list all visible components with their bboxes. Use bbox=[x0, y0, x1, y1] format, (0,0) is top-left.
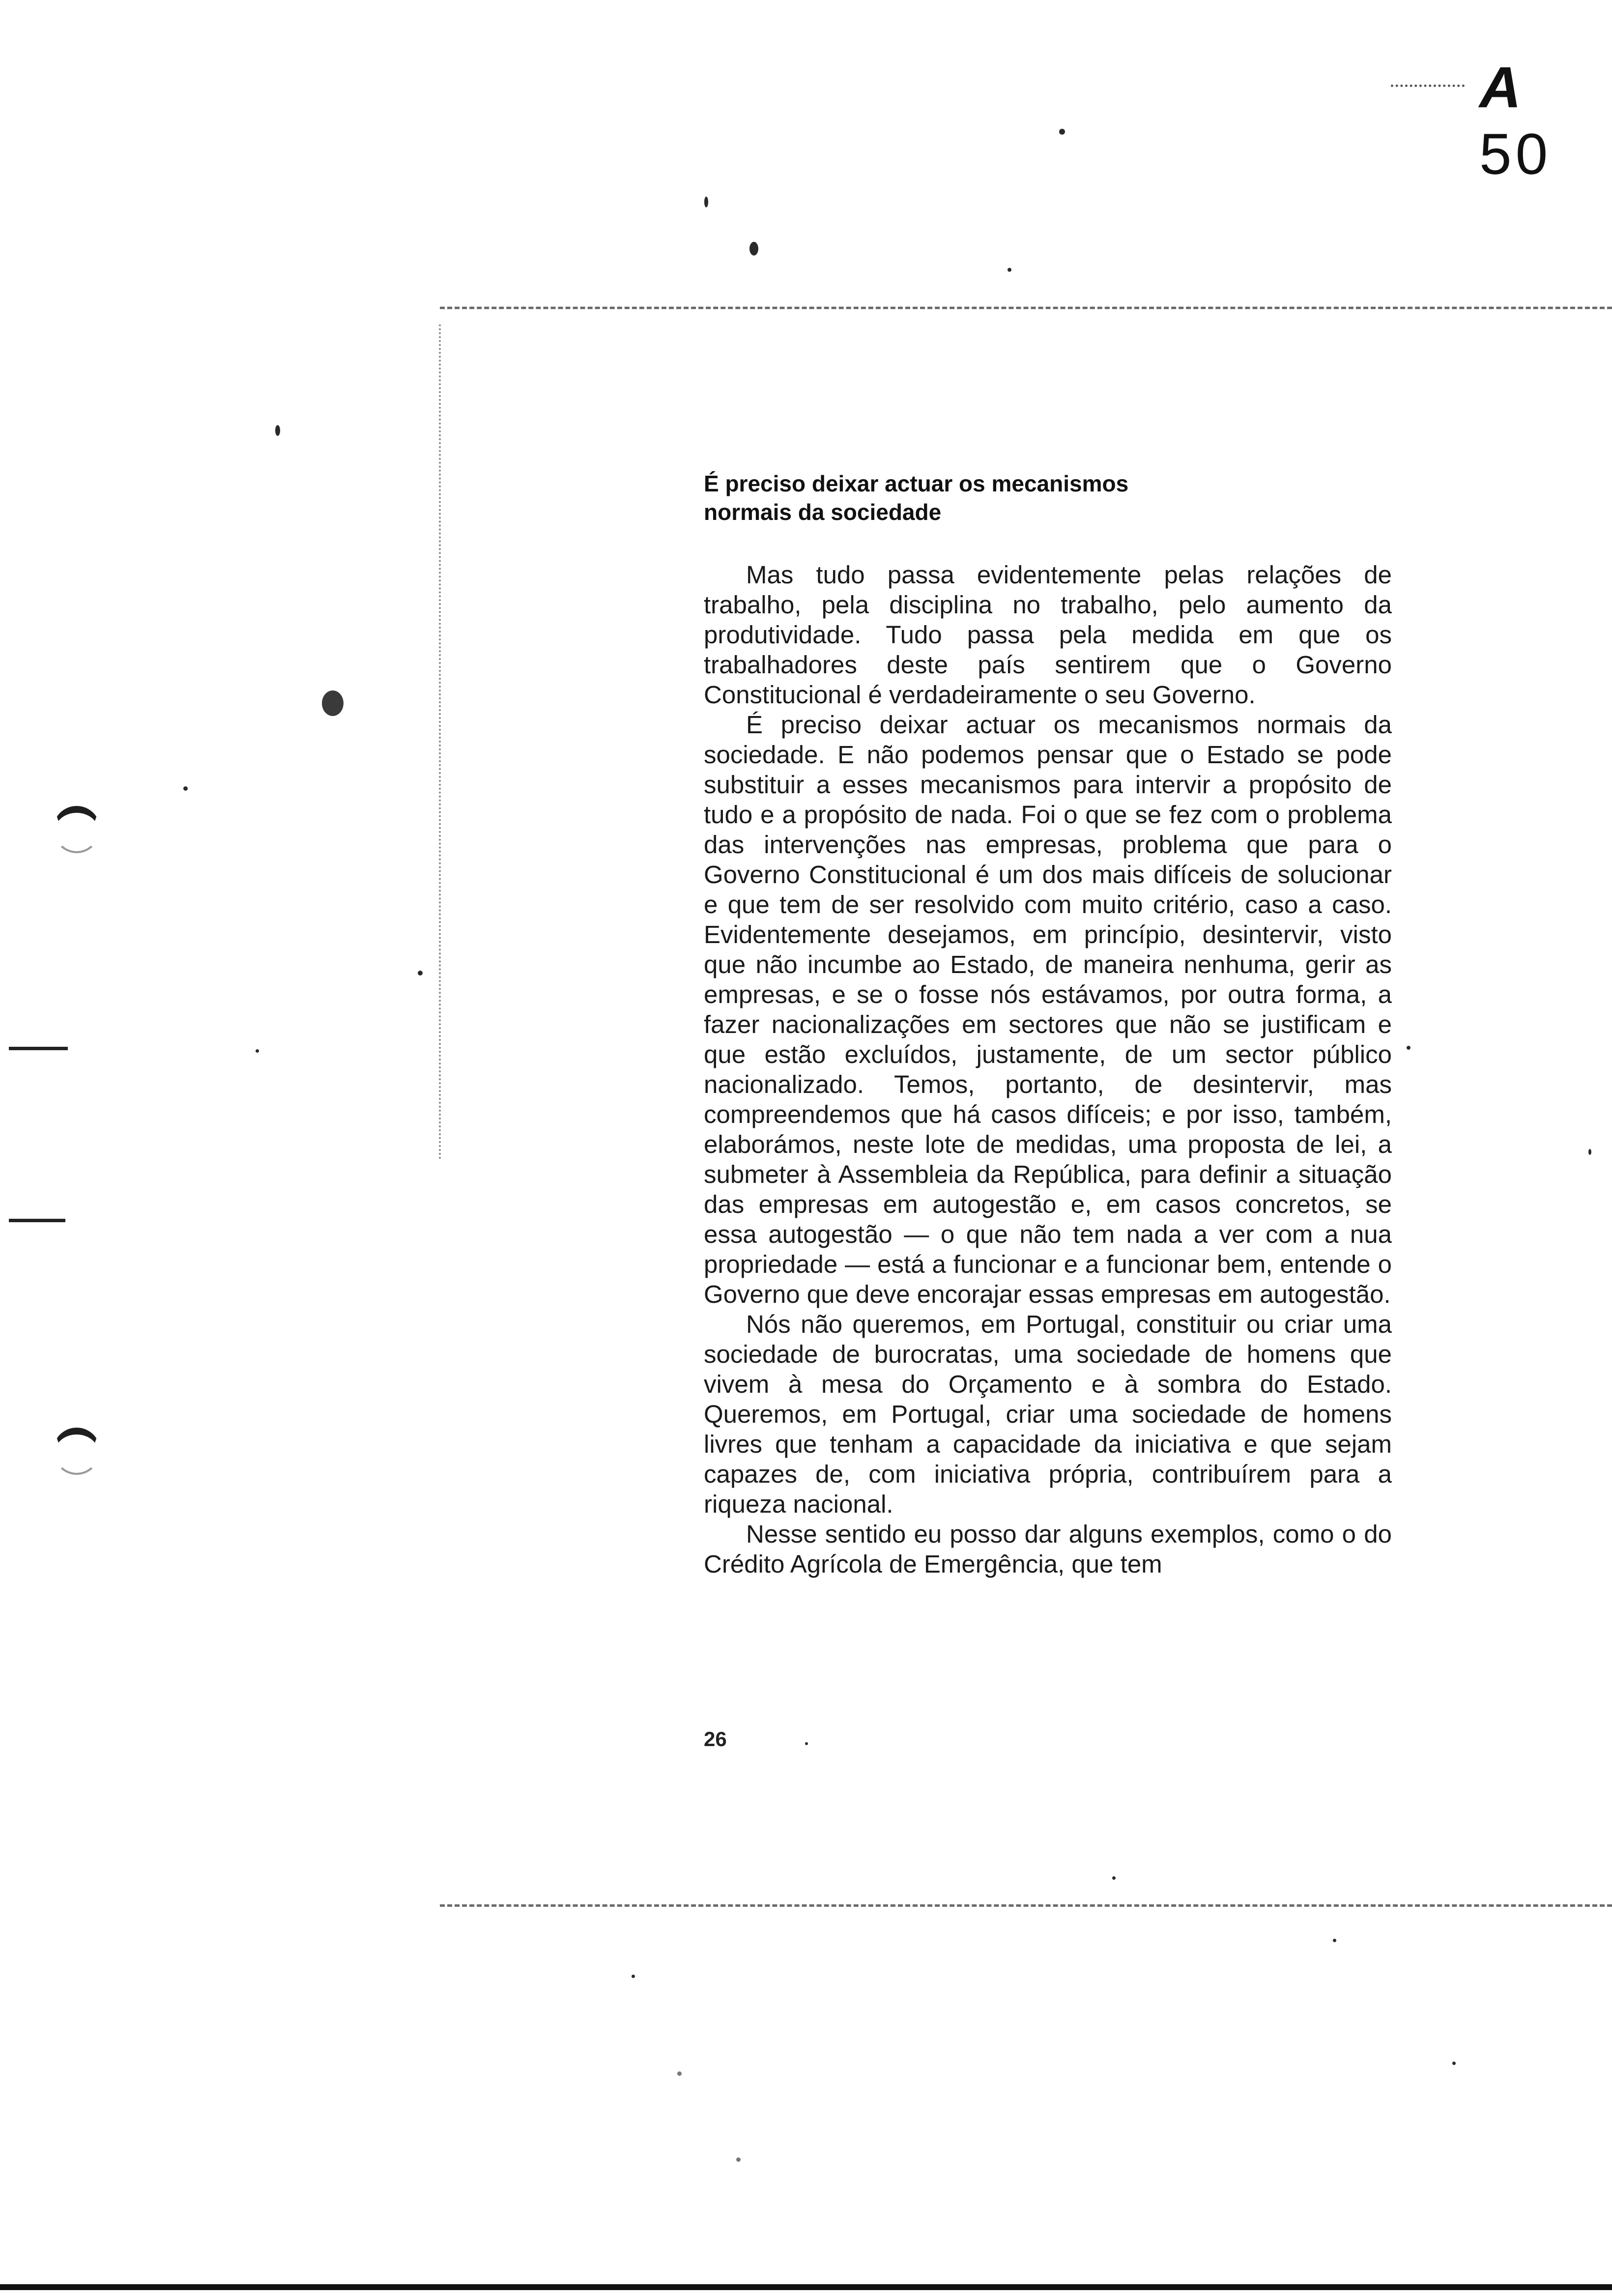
page-number: 26 bbox=[704, 1727, 727, 1751]
scan-speck bbox=[418, 971, 423, 976]
paragraph-1: Mas tudo passa evidentemente pelas relações de trabalho, pela disciplina no trabalho, pelo aumento da produtividade. Tudo passa pela medida em que os trabalhadores deste país sentirem que o Governo Constitucional é verdadeiramente o seu Governo. bbox=[704, 561, 1392, 709]
scan-speck bbox=[1008, 268, 1011, 272]
scan-speck bbox=[632, 1975, 635, 1978]
scan-speck bbox=[677, 2071, 682, 2076]
paragraph-3: Nós não queremos, em Portugal, constituir ou criar uma sociedade de burocratas, uma sociedade de homens que vivem à mesa do Orçamento e à sombra do Estado. Queremos, em Portugal, criar uma sociedade de homens livres que tenham a capacidade da iniciativa e que sejam capazes de, com iniciativa própria, contribuírem para a riqueza nacional. bbox=[704, 1310, 1392, 1518]
copy-top-edge bbox=[440, 307, 1612, 309]
paragraph-4: Nesse sentido eu posso dar alguns exemplos, como o do Crédito Agrícola de Emergência, que tem bbox=[704, 1520, 1392, 1578]
edge-mark bbox=[9, 1219, 65, 1222]
paragraph-2: É preciso deixar actuar os mecanismos normais da sociedade. E não podemos pensar que o Estado se pode substituir a esses mecanismos para intervir a propósito de tudo e a propósito de nada. Foi o que se fez com o problema das intervenções nas empresas, problema que para o Governo Constitucional é um dos mais difíceis de solucionar e que tem de ser resolvido com muito critério, caso a caso. Evidentemente desejamos, em princípio, desintervir, visto que não incumbe ao Estado, de maneira nenhuma, gerir as empresas, e se o fosse nós estávamos, por outra forma, a fazer nacionalizações em sectores que não se justificam e que estão excluídos, justamente, de um sector público nacionalizado. Temos, portanto, de desintervir, mas compreendemos que há casos difíceis; e por isso, também, elaborámos, neste lote de medidas, uma proposta de lei, a submeter à Assembleia da República, para definir a situação das empresas em autogestão e, em casos concretos, se essa autogestão — o que não tem nada a ver com a nua propriedade — está a funcionar e a funcionar bem, entende o Governo que deve encorajar essas empresas em autogestão. bbox=[704, 711, 1392, 1308]
scan-bottom-border bbox=[0, 2284, 1612, 2290]
scan-speck bbox=[1112, 1876, 1116, 1880]
article-body bbox=[704, 469, 1392, 1579]
scan-speck bbox=[275, 425, 280, 436]
scan-speck bbox=[1588, 1149, 1591, 1155]
reference-dash bbox=[1391, 85, 1465, 87]
archive-reference-letter: A bbox=[1479, 55, 1526, 120]
scan-speck bbox=[1452, 2062, 1456, 2065]
scan-speck bbox=[1333, 1939, 1336, 1942]
scan-speck bbox=[805, 1742, 808, 1745]
section-heading bbox=[704, 469, 1294, 526]
copy-left-edge bbox=[439, 324, 441, 1160]
archive-reference-stamp bbox=[1479, 54, 1612, 188]
scan-speck bbox=[704, 197, 708, 207]
scan-speck bbox=[1407, 1046, 1410, 1050]
copy-bottom-edge bbox=[440, 1904, 1612, 1907]
section-heading-line-1: É preciso deixar actuar os mecanismos bbox=[704, 471, 1129, 496]
scan-speck bbox=[736, 2157, 741, 2162]
scan-speck bbox=[256, 1049, 259, 1053]
section-heading-line-2: normais da sociedade bbox=[704, 499, 942, 525]
scan-speck bbox=[322, 690, 344, 716]
archive-reference-number: 50 bbox=[1479, 122, 1552, 187]
binder-hole-icon bbox=[53, 1428, 100, 1475]
binder-hole-icon bbox=[53, 806, 100, 853]
edge-mark bbox=[9, 1047, 68, 1050]
scan-speck bbox=[749, 242, 758, 256]
scan-speck bbox=[183, 786, 188, 791]
scan-speck bbox=[1059, 129, 1065, 135]
